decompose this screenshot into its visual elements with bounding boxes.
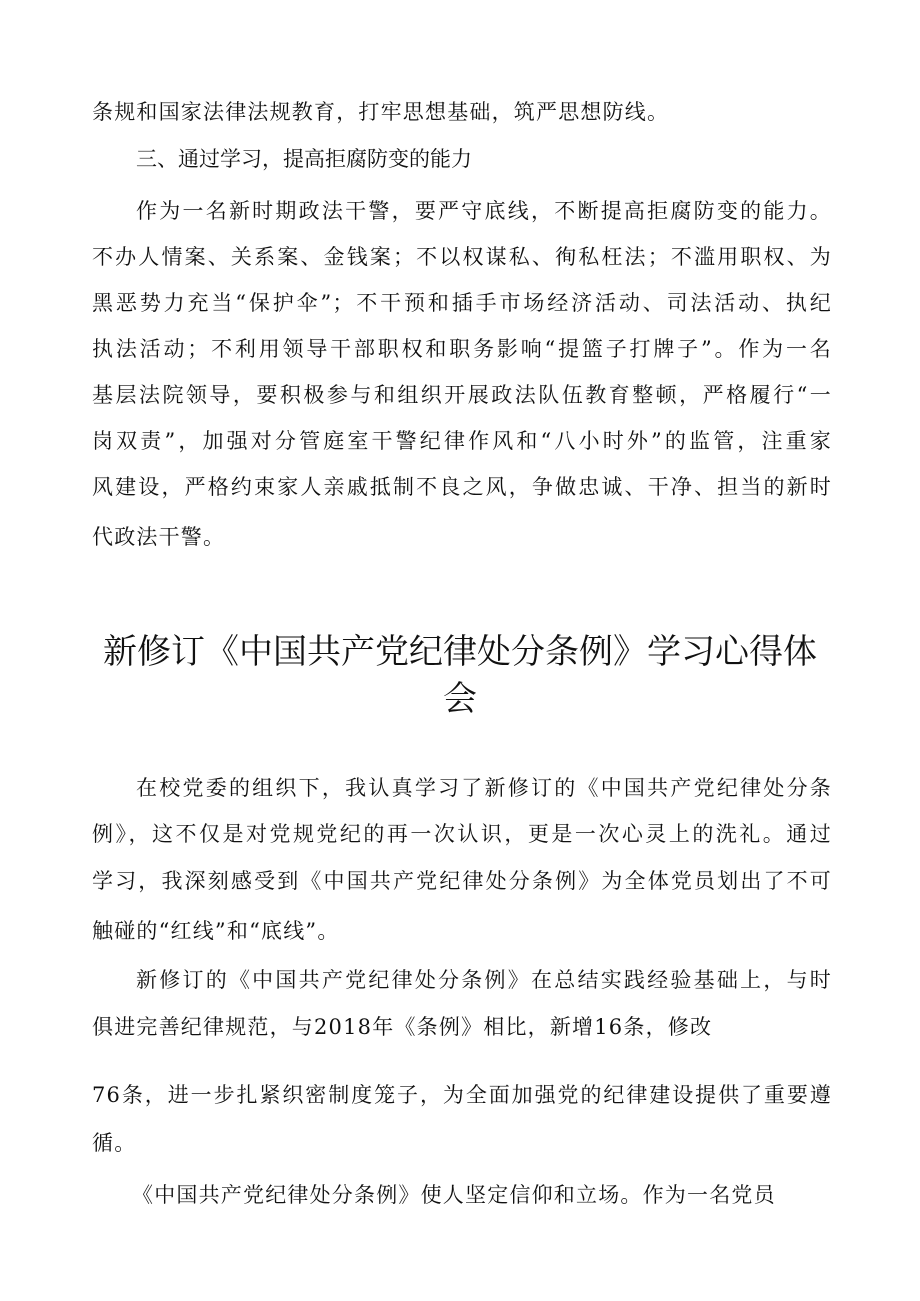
body-text-line: 新修订的《中国共产党纪律处分条例》在总结实践经验基础上，与时 — [136, 968, 832, 992]
body-text-line: 代政法干警。 — [92, 525, 226, 549]
body-text-line: 基层法院领导，要积极参与和组织开展政法队伍教育整顿，严格履行“一 — [92, 383, 832, 407]
body-text-line: 俱进完善纪律规范，与2018年《条例》相比，新增16条，修改 — [92, 1015, 713, 1039]
body-text-line: 岗双责”，加强对分管庭室干警纪律作风和“八小时外”的监管，注重家 — [92, 429, 832, 453]
article-title-line-1: 新修订《中国共产党纪律处分条例》学习心得体 — [103, 632, 817, 672]
section-heading: 三、通过学习，提高拒腐防变的能力 — [136, 147, 472, 171]
body-text-line: 循。 — [92, 1131, 137, 1155]
body-text-line: 执法活动；不利用领导干部职权和职务影响“提篮子打牌子”。作为一名 — [92, 337, 832, 361]
body-text-line: 例》，这不仅是对党规党纪的再一次认识，更是一次心灵上的洗礼。通过 — [92, 822, 832, 846]
body-text-line: 触碰的“红线”和“底线”。 — [92, 919, 340, 943]
body-text-line: 76条，进一步扎紧织密制度笼子，为全面加强党的纪律建设提供了重要遵 — [92, 1083, 832, 1107]
body-text-line: 不办人情案、关系案、金钱案；不以权谋私、徇私枉法；不滥用职权、为 — [92, 245, 832, 269]
body-text-line: 风建设，严格约束家人亲戚抵制不良之风，争做忠诚、干净、担当的新时 — [92, 475, 832, 499]
body-text-line: 作为一名新时期政法干警，要严守底线，不断提高拒腐防变的能力。 — [136, 199, 832, 223]
body-text-line: 《中国共产党纪律处分条例》使人坚定信仰和立场。作为一名党员 — [132, 1183, 776, 1207]
body-text-line: 条规和国家法律法规教育，打牢思想基础，筑严思想防线。 — [92, 100, 670, 124]
article-title-line-2: 会 — [443, 679, 477, 719]
body-text-line: 在校党委的组织下，我认真学习了新修订的《中国共产党纪律处分条 — [136, 776, 832, 800]
body-text-line: 学习，我深刻感受到《中国共产党纪律处分条例》为全体党员划出了不可 — [92, 869, 832, 893]
body-text-line: 黑恶势力充当“保护伞”；不干预和插手市场经济活动、司法活动、执纪 — [92, 291, 832, 315]
